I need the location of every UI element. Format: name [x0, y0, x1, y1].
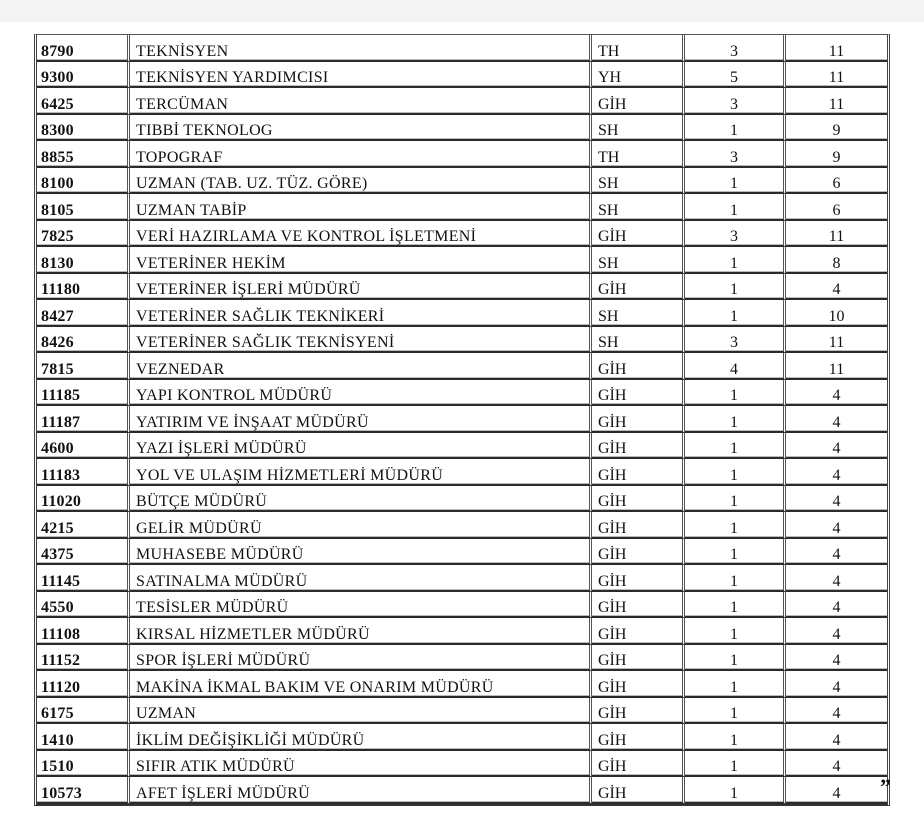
table-row — [37, 141, 887, 168]
position-code-cell: 8300 — [37, 115, 130, 142]
service-class-cell: YH — [592, 62, 685, 89]
grade-cell: 1 — [685, 115, 786, 142]
count-cell: 4 — [786, 433, 887, 460]
table-row — [37, 486, 887, 513]
position-title-cell: TERCÜMAN — [130, 88, 592, 115]
table-row — [37, 671, 887, 698]
grade-cell: 1 — [685, 539, 786, 566]
position-title-cell: GELİR MÜDÜRÜ — [130, 512, 592, 539]
position-code-cell: 11145 — [37, 565, 130, 592]
grade-cell: 4 — [685, 353, 786, 380]
grade-cell: 1 — [685, 406, 786, 433]
count-cell: 4 — [786, 671, 887, 698]
count-cell: 4 — [786, 751, 887, 778]
position-code-cell: 6175 — [37, 698, 130, 725]
document-page — [34, 34, 890, 806]
position-code-cell: 11020 — [37, 486, 130, 513]
service-class-cell: SH — [592, 327, 685, 354]
service-class-cell: SH — [592, 247, 685, 274]
service-class-cell: GİH — [592, 671, 685, 698]
count-cell: 11 — [786, 88, 887, 115]
table-row — [37, 777, 887, 804]
position-code-cell: 11185 — [37, 380, 130, 407]
position-title-cell: YAPI KONTROL MÜDÜRÜ — [130, 380, 592, 407]
position-title-cell: SPOR İŞLERİ MÜDÜRÜ — [130, 645, 592, 672]
count-cell: 4 — [786, 724, 887, 751]
table-row — [37, 645, 887, 672]
service-class-cell: GİH — [592, 353, 685, 380]
position-code-cell: 8855 — [37, 141, 130, 168]
table-row — [37, 168, 887, 195]
position-title-cell: VETERİNER SAĞLIK TEKNİSYENİ — [130, 327, 592, 354]
count-cell: 11 — [786, 35, 887, 62]
position-code-cell: 4600 — [37, 433, 130, 460]
table-row — [37, 62, 887, 89]
grade-cell: 3 — [685, 35, 786, 62]
grade-cell: 1 — [685, 486, 786, 513]
table-row — [37, 300, 887, 327]
count-cell: 4 — [786, 380, 887, 407]
count-cell: 4 — [786, 618, 887, 645]
service-class-cell: TH — [592, 35, 685, 62]
table-body — [37, 35, 887, 804]
position-title-cell: TIBBİ TEKNOLOG — [130, 115, 592, 142]
count-cell: 4 — [786, 592, 887, 619]
service-class-cell: TH — [592, 141, 685, 168]
staff-positions-table — [34, 34, 890, 806]
position-code-cell: 11108 — [37, 618, 130, 645]
position-title-cell: İKLİM DEĞİŞİKLİĞİ MÜDÜRÜ — [130, 724, 592, 751]
table-row — [37, 459, 887, 486]
position-title-cell: VEZNEDAR — [130, 353, 592, 380]
grade-cell: 1 — [685, 645, 786, 672]
service-class-cell: GİH — [592, 88, 685, 115]
position-title-cell: VETERİNER İŞLERİ MÜDÜRÜ — [130, 274, 592, 301]
position-code-cell: 8100 — [37, 168, 130, 195]
position-title-cell: KIRSAL HİZMETLER MÜDÜRÜ — [130, 618, 592, 645]
service-class-cell: GİH — [592, 433, 685, 460]
position-title-cell: TEKNİSYEN YARDIMCISI — [130, 62, 592, 89]
grade-cell: 1 — [685, 300, 786, 327]
table-row — [37, 115, 887, 142]
position-title-cell: MUHASEBE MÜDÜRÜ — [130, 539, 592, 566]
service-class-cell: GİH — [592, 592, 685, 619]
grade-cell: 1 — [685, 671, 786, 698]
grade-cell: 1 — [685, 751, 786, 778]
service-class-cell: GİH — [592, 618, 685, 645]
grade-cell: 1 — [685, 618, 786, 645]
position-title-cell: MAKİNA İKMAL BAKIM VE ONARIM MÜDÜRÜ — [130, 671, 592, 698]
grade-cell: 1 — [685, 512, 786, 539]
count-cell: 10 — [786, 300, 887, 327]
grade-cell: 1 — [685, 777, 786, 804]
table-row — [37, 433, 887, 460]
count-cell: 9 — [786, 115, 887, 142]
position-code-cell: 8426 — [37, 327, 130, 354]
position-title-cell: YATIRIM VE İNŞAAT MÜDÜRÜ — [130, 406, 592, 433]
service-class-cell: SH — [592, 300, 685, 327]
position-title-cell: VETERİNER SAĞLIK TEKNİKERİ — [130, 300, 592, 327]
position-code-cell: 4550 — [37, 592, 130, 619]
table-row — [37, 592, 887, 619]
position-title-cell: AFET İŞLERİ MÜDÜRÜ — [130, 777, 592, 804]
service-class-cell: SH — [592, 168, 685, 195]
table-row — [37, 353, 887, 380]
count-cell: 6 — [786, 194, 887, 221]
position-title-cell: VERİ HAZIRLAMA VE KONTROL İŞLETMENİ — [130, 221, 592, 248]
count-cell: 4 — [786, 698, 887, 725]
position-code-cell: 9300 — [37, 62, 130, 89]
table-row — [37, 327, 887, 354]
table-row — [37, 565, 887, 592]
count-cell: 11 — [786, 327, 887, 354]
count-cell: 11 — [786, 221, 887, 248]
service-class-cell: GİH — [592, 459, 685, 486]
position-code-cell: 4215 — [37, 512, 130, 539]
grade-cell: 1 — [685, 592, 786, 619]
count-cell: 6 — [786, 168, 887, 195]
count-cell: 8 — [786, 247, 887, 274]
grade-cell: 1 — [685, 168, 786, 195]
grade-cell: 1 — [685, 698, 786, 725]
count-cell: 4 — [786, 539, 887, 566]
grade-cell: 3 — [685, 88, 786, 115]
service-class-cell: GİH — [592, 698, 685, 725]
position-code-cell: 6425 — [37, 88, 130, 115]
position-code-cell: 11120 — [37, 671, 130, 698]
grade-cell: 1 — [685, 433, 786, 460]
count-cell: 4 — [786, 645, 887, 672]
grade-cell: 1 — [685, 459, 786, 486]
position-title-cell: BÜTÇE MÜDÜRÜ — [130, 486, 592, 513]
position-code-cell: 11180 — [37, 274, 130, 301]
grade-cell: 1 — [685, 380, 786, 407]
count-cell: 4 — [786, 459, 887, 486]
position-code-cell: 1510 — [37, 751, 130, 778]
table-row — [37, 539, 887, 566]
service-class-cell: SH — [592, 194, 685, 221]
table-row — [37, 194, 887, 221]
position-title-cell: SATINALMA MÜDÜRÜ — [130, 565, 592, 592]
grade-cell: 3 — [685, 221, 786, 248]
position-code-cell: 4375 — [37, 539, 130, 566]
count-cell: 4 — [786, 512, 887, 539]
grade-cell: 1 — [685, 247, 786, 274]
service-class-cell: GİH — [592, 565, 685, 592]
position-code-cell: 8427 — [37, 300, 130, 327]
service-class-cell: GİH — [592, 777, 685, 804]
position-code-cell: 8790 — [37, 35, 130, 62]
service-class-cell: GİH — [592, 486, 685, 513]
count-cell: 11 — [786, 353, 887, 380]
table-row — [37, 221, 887, 248]
service-class-cell: GİH — [592, 539, 685, 566]
page-top-band — [0, 0, 924, 22]
table-row — [37, 380, 887, 407]
position-title-cell: UZMAN — [130, 698, 592, 725]
position-code-cell: 1410 — [37, 724, 130, 751]
count-cell: 4 — [786, 406, 887, 433]
table-row — [37, 724, 887, 751]
position-title-cell: SIFIR ATIK MÜDÜRÜ — [130, 751, 592, 778]
grade-cell: 5 — [685, 62, 786, 89]
position-code-cell: 7815 — [37, 353, 130, 380]
closing-quote-mark: ” — [880, 774, 891, 799]
position-code-cell: 8105 — [37, 194, 130, 221]
service-class-cell: GİH — [592, 645, 685, 672]
count-cell: 4 — [786, 777, 887, 804]
service-class-cell: GİH — [592, 724, 685, 751]
grade-cell: 3 — [685, 327, 786, 354]
position-title-cell: UZMAN TABİP — [130, 194, 592, 221]
service-class-cell: GİH — [592, 221, 685, 248]
table-row — [37, 406, 887, 433]
table-row — [37, 35, 887, 62]
table-row — [37, 618, 887, 645]
position-title-cell: UZMAN (TAB. UZ. TÜZ. GÖRE) — [130, 168, 592, 195]
table-row — [37, 247, 887, 274]
table-row — [37, 88, 887, 115]
grade-cell: 1 — [685, 194, 786, 221]
grade-cell: 1 — [685, 274, 786, 301]
count-cell: 4 — [786, 486, 887, 513]
service-class-cell: GİH — [592, 406, 685, 433]
service-class-cell: GİH — [592, 751, 685, 778]
position-code-cell: 8130 — [37, 247, 130, 274]
count-cell: 9 — [786, 141, 887, 168]
position-title-cell: TOPOGRAF — [130, 141, 592, 168]
table-row — [37, 698, 887, 725]
grade-cell: 1 — [685, 724, 786, 751]
position-title-cell: VETERİNER HEKİM — [130, 247, 592, 274]
count-cell: 4 — [786, 565, 887, 592]
table-row — [37, 274, 887, 301]
position-code-cell: 7825 — [37, 221, 130, 248]
position-title-cell: YOL VE ULAŞIM HİZMETLERİ MÜDÜRÜ — [130, 459, 592, 486]
position-title-cell: YAZI İŞLERİ MÜDÜRÜ — [130, 433, 592, 460]
service-class-cell: GİH — [592, 274, 685, 301]
position-code-cell: 10573 — [37, 777, 130, 804]
count-cell: 4 — [786, 274, 887, 301]
position-code-cell: 11183 — [37, 459, 130, 486]
service-class-cell: GİH — [592, 380, 685, 407]
grade-cell: 1 — [685, 565, 786, 592]
position-title-cell: TEKNİSYEN — [130, 35, 592, 62]
grade-cell: 3 — [685, 141, 786, 168]
count-cell: 11 — [786, 62, 887, 89]
position-code-cell: 11187 — [37, 406, 130, 433]
service-class-cell: SH — [592, 115, 685, 142]
table-row — [37, 512, 887, 539]
position-title-cell: TESİSLER MÜDÜRÜ — [130, 592, 592, 619]
service-class-cell: GİH — [592, 512, 685, 539]
position-code-cell: 11152 — [37, 645, 130, 672]
table-row — [37, 751, 887, 778]
